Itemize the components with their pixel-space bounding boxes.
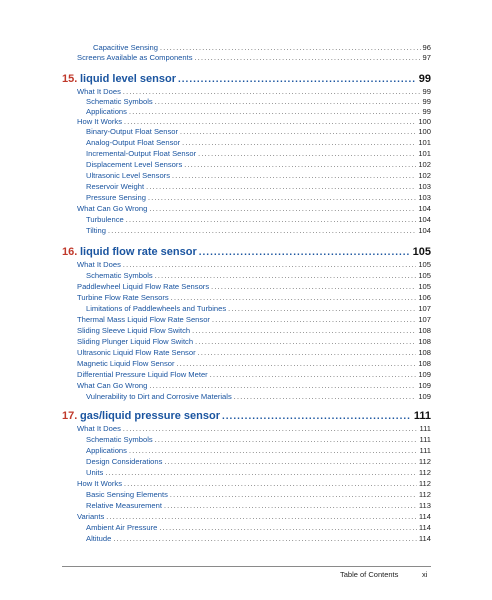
toc-entry-title: Sliding Plunger Liquid Flow Switch	[77, 337, 194, 346]
toc-entry-page: 109	[418, 381, 431, 390]
toc-entry-title: Turbine Flow Rate Sensors	[77, 293, 169, 302]
toc-entry-page: 104	[418, 226, 431, 235]
dot-leader	[113, 535, 417, 544]
toc-entry[interactable]	[77, 204, 431, 214]
dot-leader	[124, 480, 417, 489]
toc-entry-page: 111	[419, 435, 431, 444]
toc-entry-page: 114	[418, 523, 431, 532]
dot-leader	[211, 283, 416, 292]
chapter-title: liquid level sensor	[80, 73, 176, 85]
toc-entry-page: 112	[418, 479, 431, 488]
dot-leader	[234, 393, 417, 402]
dot-leader	[160, 44, 421, 53]
dot-leader	[126, 216, 417, 225]
toc-entry-page: 97	[422, 53, 431, 62]
toc-entry-title: Schematic Symbols	[86, 271, 153, 280]
chapter-title: liquid flow rate sensor	[80, 246, 197, 258]
toc-entry-page: 104	[418, 204, 431, 213]
toc-entry-title: Capacitive Sensing	[93, 43, 159, 52]
toc-entry-title: Displacement Level Sensors	[86, 160, 183, 169]
toc-entry-title: What It Does	[77, 87, 121, 96]
toc-entry[interactable]	[86, 107, 431, 117]
toc-entry-page: 105	[418, 282, 431, 291]
dot-leader	[105, 469, 417, 478]
toc-entry-page: 113	[418, 501, 431, 510]
footer-page-number: xi	[422, 570, 428, 579]
toc-entry-page: 108	[418, 337, 431, 346]
chapter-number: 16.	[62, 246, 78, 258]
dot-leader	[159, 524, 417, 533]
toc-entry[interactable]	[77, 370, 431, 380]
toc-entry[interactable]	[86, 490, 431, 500]
dot-leader	[155, 98, 421, 107]
toc-entry-page: 105	[418, 271, 431, 280]
toc-entry[interactable]	[77, 337, 431, 347]
dot-leader	[129, 447, 418, 456]
toc-entry[interactable]	[86, 193, 431, 203]
dot-leader	[148, 194, 416, 203]
toc-entry-title: Pressure Sensing	[86, 193, 146, 202]
toc-entry[interactable]	[77, 282, 431, 292]
dot-leader	[170, 491, 417, 500]
toc-entry-title: Binary-Output Float Sensor	[86, 127, 179, 136]
toc-entry-page: 114	[418, 512, 431, 521]
toc-entry-page: 99	[422, 97, 431, 106]
chapter-page: 105	[412, 246, 431, 258]
toc-entry[interactable]	[86, 138, 431, 148]
dot-leader	[195, 338, 416, 347]
toc-entry[interactable]	[86, 149, 431, 159]
toc-entry-title: Sliding Sleeve Liquid Flow Switch	[77, 326, 191, 335]
toc-entry-page: 114	[418, 534, 431, 543]
toc-entry-title: What It Does	[77, 260, 121, 269]
toc-entry[interactable]	[86, 97, 431, 107]
toc-entry-page: 108	[418, 359, 431, 368]
dot-leader	[172, 172, 416, 181]
toc-entry-title: Ultrasonic Liquid Flow Rate Sensor	[77, 348, 196, 357]
toc-entry-title: What Can Go Wrong	[77, 204, 148, 213]
toc-entry-page: 112	[418, 457, 431, 466]
toc-entry-title: Screens Available as Components	[77, 53, 193, 62]
footer-rule	[62, 566, 431, 567]
toc-entry[interactable]	[77, 359, 431, 369]
toc-entry-title: Differential Pressure Liquid Flow Meter	[77, 370, 208, 379]
toc-entry-title: Design Considerations	[86, 457, 163, 466]
chapter-title: gas/liquid pressure sensor	[80, 410, 220, 422]
toc-entry-page: 100	[418, 127, 431, 136]
toc-entry-title: Vulnerability to Dirt and Corrosive Materials	[86, 392, 232, 401]
toc-entry-page: 102	[418, 171, 431, 180]
dot-leader	[212, 316, 416, 325]
dot-leader	[177, 360, 417, 369]
toc-entry[interactable]	[77, 117, 431, 127]
toc-entry-title: Applications	[86, 107, 127, 116]
toc-entry[interactable]	[77, 53, 431, 63]
dot-leader	[164, 502, 417, 511]
dot-leader	[199, 246, 410, 259]
toc-entry-title: Ultrasonic Level Sensors	[86, 171, 170, 180]
chapter-heading[interactable]	[62, 72, 431, 86]
toc-entry-title: Altitude	[86, 534, 112, 543]
toc-entry[interactable]	[86, 468, 431, 478]
toc-entry[interactable]	[77, 315, 431, 325]
toc-entry-title: Reservoir Weight	[86, 182, 145, 191]
dot-leader	[228, 305, 416, 314]
toc-entry-title: Schematic Symbols	[86, 435, 153, 444]
toc-entry-title: Tilting	[86, 226, 106, 235]
dot-leader	[192, 327, 416, 336]
toc-entry[interactable]	[86, 160, 431, 170]
chapter-heading[interactable]	[62, 245, 431, 259]
toc-entry-page: 99	[422, 107, 431, 116]
toc-entry-title: Variants	[77, 512, 105, 521]
chapter-number: 17.	[62, 410, 78, 422]
toc-entry-page: 99	[422, 87, 431, 96]
dot-leader	[146, 183, 416, 192]
dot-leader	[108, 227, 416, 236]
toc-entry[interactable]	[86, 523, 431, 533]
dot-leader	[195, 54, 421, 63]
toc-entry[interactable]	[86, 534, 431, 544]
toc-entry-page: 107	[418, 315, 431, 324]
toc-entry-title: How It Works	[77, 479, 123, 488]
toc-entry[interactable]	[86, 171, 431, 181]
toc-entry-title: Applications	[86, 446, 127, 455]
toc-entry[interactable]	[86, 446, 431, 456]
toc-entry-title: What It Does	[77, 424, 121, 433]
toc-entry[interactable]	[86, 392, 431, 402]
toc-entry[interactable]	[77, 424, 431, 434]
toc-entry-page: 101	[418, 138, 431, 147]
dot-leader	[184, 161, 416, 170]
dot-leader	[171, 294, 417, 303]
toc-entry-page: 100	[418, 117, 431, 126]
toc-entry[interactable]	[77, 87, 431, 97]
toc-entry[interactable]	[77, 348, 431, 358]
toc-entry-title: Thermal Mass Liquid Flow Rate Sensor	[77, 315, 210, 324]
toc-entry[interactable]	[86, 304, 431, 314]
toc-entry-page: 101	[418, 149, 431, 158]
dot-leader	[123, 261, 416, 270]
chapter-number: 15.	[62, 73, 78, 85]
dot-leader	[210, 371, 417, 380]
dot-leader	[129, 108, 421, 117]
toc-entry-page: 111	[419, 424, 431, 433]
toc-entry-page: 106	[418, 293, 431, 302]
toc-entry[interactable]	[77, 260, 431, 270]
dot-leader	[124, 118, 416, 127]
toc-entry-page: 108	[418, 326, 431, 335]
toc-entry[interactable]	[86, 457, 431, 467]
toc-entry-title: Analog-Output Float Sensor	[86, 138, 181, 147]
toc-entry-title: Ambient Air Pressure	[86, 523, 158, 532]
dot-leader	[106, 513, 417, 522]
toc-entry-page: 109	[418, 392, 431, 401]
toc-entry[interactable]	[77, 512, 431, 522]
toc-entry-title: Schematic Symbols	[86, 97, 153, 106]
toc-entry-title: Limitations of Paddlewheels and Turbines	[86, 304, 227, 313]
toc-entry-title: Turbulence	[86, 215, 124, 224]
toc-entry-page: 109	[418, 370, 431, 379]
chapter-page: 99	[418, 73, 431, 85]
toc-entry-page: 108	[418, 348, 431, 357]
toc-entry-page: 103	[418, 182, 431, 191]
toc-entry-page: 96	[422, 43, 431, 52]
dot-leader	[198, 349, 417, 358]
toc-entry[interactable]	[86, 435, 431, 445]
toc-entry-page: 111	[419, 446, 431, 455]
toc-entry-page: 104	[418, 215, 431, 224]
dot-leader	[123, 425, 418, 434]
dot-leader	[180, 128, 416, 137]
toc-entry-page: 102	[418, 160, 431, 169]
toc-entry-page: 105	[418, 260, 431, 269]
dot-leader	[182, 139, 416, 148]
footer-label: Table of Contents	[340, 570, 399, 579]
dot-leader	[198, 150, 416, 159]
toc-entry[interactable]	[86, 501, 431, 511]
toc-entry-title: Units	[86, 468, 104, 477]
dot-leader	[149, 205, 416, 214]
dot-leader	[178, 73, 416, 86]
dot-leader	[155, 436, 418, 445]
dot-leader	[155, 272, 417, 281]
toc-entry-page: 103	[418, 193, 431, 202]
toc-entry-title: How It Works	[77, 117, 123, 126]
toc-entry[interactable]	[86, 182, 431, 192]
dot-leader	[164, 458, 416, 467]
toc-entry[interactable]	[86, 215, 431, 225]
toc-entry-page: 112	[418, 468, 431, 477]
toc-entry-title: Incremental-Output Float Sensor	[86, 149, 197, 158]
toc-entry-title: Relative Measurement	[86, 501, 162, 510]
toc-entry[interactable]	[77, 479, 431, 489]
toc-entry-page: 107	[418, 304, 431, 313]
toc-entry-title: Basic Sensing Elements	[86, 490, 168, 499]
dot-leader	[149, 382, 416, 391]
toc-entry-title: What Can Go Wrong	[77, 381, 148, 390]
toc-entry[interactable]	[86, 226, 431, 236]
toc-entry[interactable]	[93, 43, 431, 53]
toc-entry[interactable]	[77, 293, 431, 303]
toc-entry-title: Magnetic Liquid Flow Sensor	[77, 359, 175, 368]
toc-entry[interactable]	[86, 127, 431, 137]
toc-entry-title: Paddlewheel Liquid Flow Rate Sensors	[77, 282, 210, 291]
chapter-page: 111	[413, 410, 431, 422]
toc-entry[interactable]	[86, 271, 431, 281]
chapter-heading[interactable]	[62, 409, 431, 423]
dot-leader	[222, 410, 411, 423]
toc-entry[interactable]	[77, 381, 431, 391]
toc-entry-page: 112	[418, 490, 431, 499]
dot-leader	[123, 88, 421, 97]
toc-entry[interactable]	[77, 326, 431, 336]
